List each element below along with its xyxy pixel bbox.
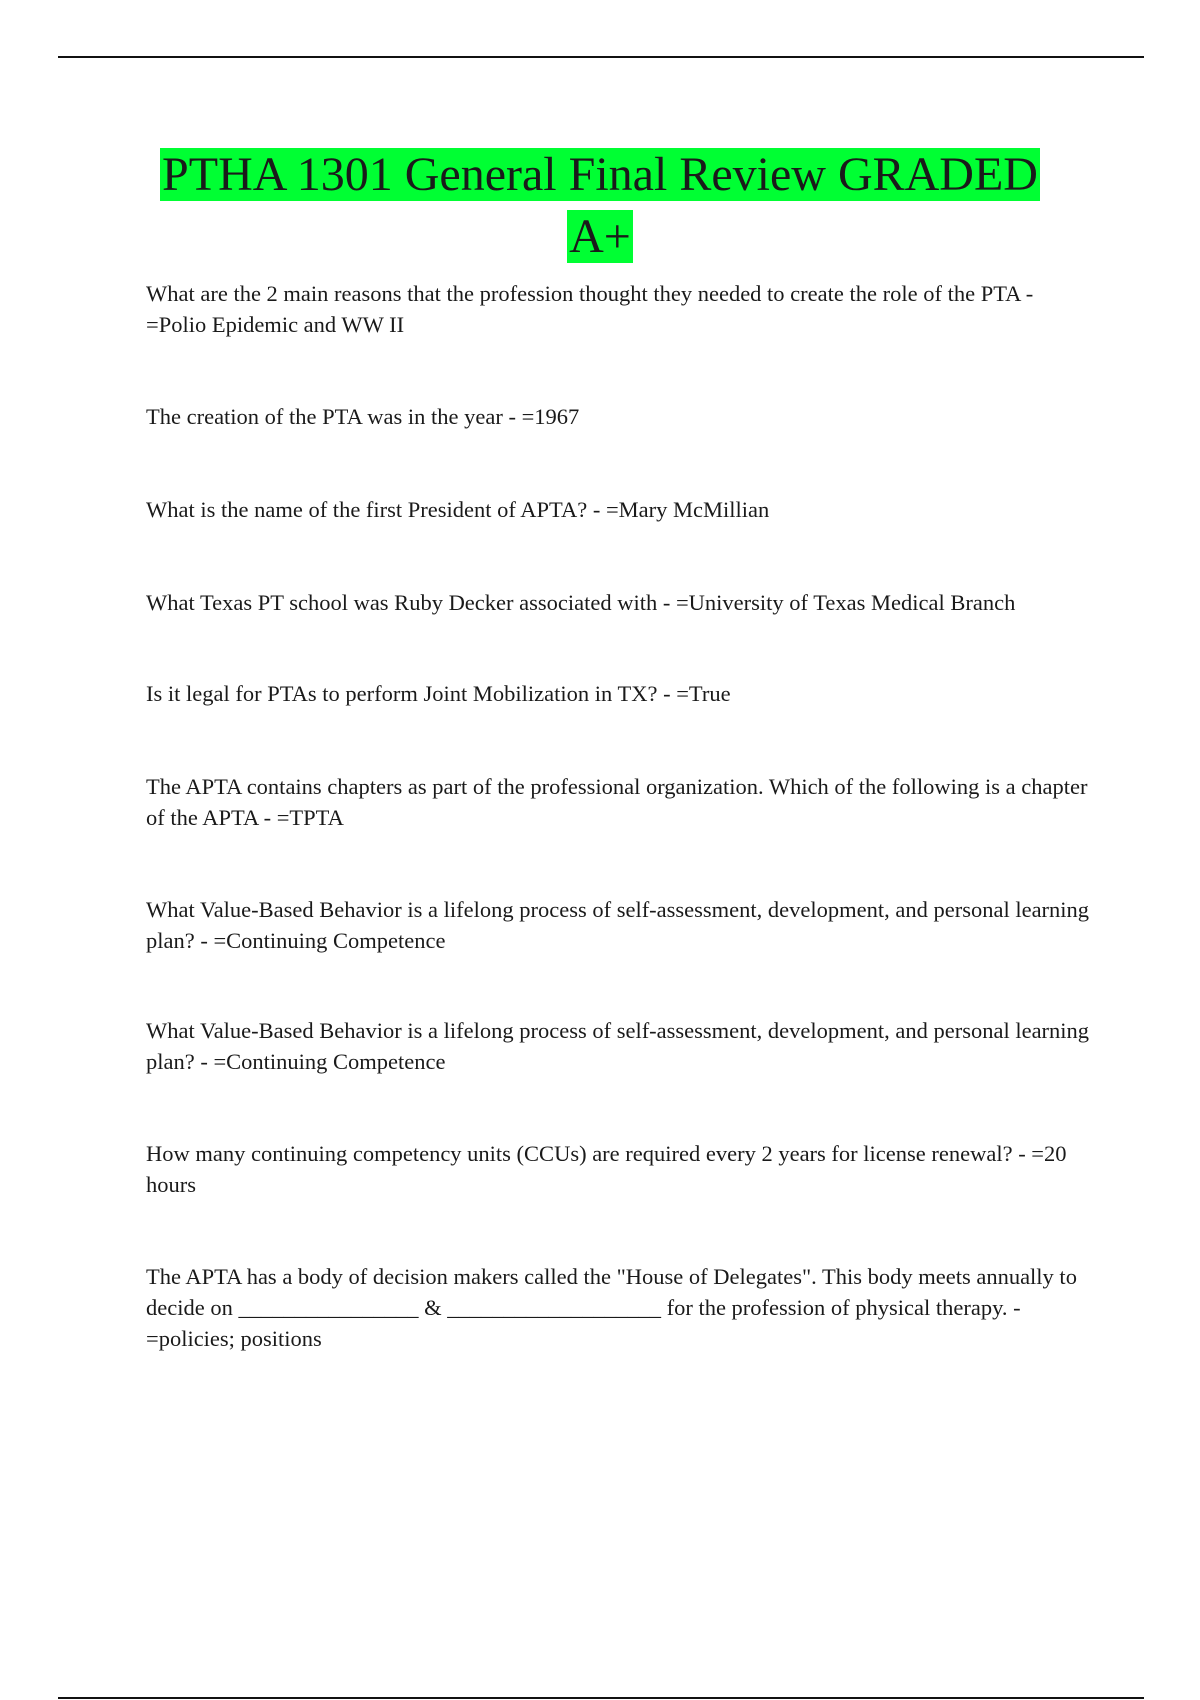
document-title: [100, 144, 1100, 268]
qa-item: How many continuing competency units (CCUs) are required every 2 years for license renewal? - =20 hours: [146, 1141, 1067, 1197]
qa-item: The APTA has a body of decision makers called the "House of Delegates". This body meets annually to decide on ________________ & ___________________ for the profession of physical therapy. - =policies; positions: [146, 1264, 1077, 1351]
title-line-1: PTHA 1301 General Final Review GRADED: [162, 148, 1038, 201]
top-rule: [58, 56, 1144, 58]
title-line-2: A+: [569, 210, 631, 263]
qa-item: What Texas PT school was Ruby Decker associated with - =University of Texas Medical Branch: [146, 590, 1016, 615]
qa-item: What are the 2 main reasons that the profession thought they needed to create the role of the PTA - =Polio Epidemic and WW II: [146, 281, 1034, 337]
qa-item: Is it legal for PTAs to perform Joint Mobilization in TX? - =True: [146, 681, 731, 706]
qa-item: What is the name of the first President of APTA? - =Mary McMillian: [146, 497, 770, 522]
qa-item: The APTA contains chapters as part of the professional organization. Which of the following is a chapter of the APTA - =TPTA: [146, 774, 1088, 830]
qa-item: The creation of the PTA was in the year - =1967: [146, 404, 580, 429]
qa-item: What Value-Based Behavior is a lifelong process of self-assessment, development, and personal learning plan? - =Continuing Competence: [146, 897, 1090, 953]
qa-item: What Value-Based Behavior is a lifelong process of self-assessment, development, and personal learning plan? - =Continuing Competence: [146, 1018, 1090, 1074]
bottom-rule: [58, 1697, 1144, 1699]
